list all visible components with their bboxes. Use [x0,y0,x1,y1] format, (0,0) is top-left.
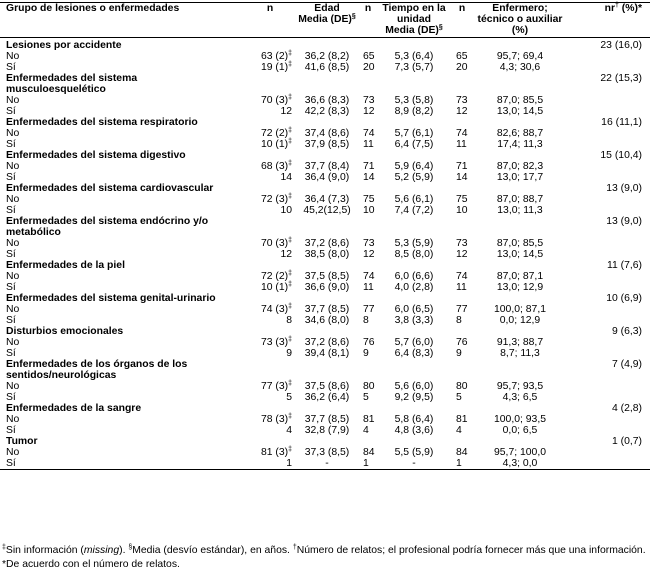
cell-nr [566,337,650,348]
table-row [0,95,650,106]
cell-n: 68 (3)‡ [260,160,292,172]
row-label: Sí [6,139,16,150]
cell-n-2: 84 [363,447,375,458]
row-label: Sí [6,348,16,359]
group-nr: 11 (7,6) [606,260,642,271]
group-header-row [0,326,650,337]
row-label: Sí [6,315,16,326]
group-header-row [0,403,650,414]
row-label: No [6,304,20,315]
cell-edad: 32,8 (7,9) [304,425,350,436]
cell-n: 81 (3)‡ [260,446,292,458]
cell-tiempo: 6,4 (8,3) [394,348,434,359]
table-row [0,106,650,117]
cell-n-2: 9 [363,348,369,359]
group-header-row [0,38,650,52]
cell-enfermero: 4,3; 30,6 [499,62,541,73]
cell-n-3: 10 [456,205,468,216]
cell-enfermero: 13,0; 14,5 [496,106,544,117]
group-name: Enfermedades del sistema genital-urinario [6,293,216,304]
cell-n-3: 84 [456,447,468,458]
cell-nr [566,304,650,315]
cell-nr [566,271,650,282]
cell-n: 63 (2)‡ [260,50,292,62]
cell-edad: 37,7 (8,5) [304,304,350,315]
cell-nr [566,238,650,249]
cell-n-2: 12 [363,249,375,260]
row-label: No [6,238,20,249]
cell-tiempo: 5,8 (6,4) [394,414,434,425]
cell-edad: 34,6 (8,0) [304,315,350,326]
cell-tiempo: 5,6 (6,1) [394,194,434,205]
row-label: No [6,447,20,458]
cell-nr [566,425,650,436]
cell-n-3: 11 [456,282,467,293]
group-header-row [0,150,650,161]
group-header-row [0,117,650,128]
cell-n: 14 [280,172,292,183]
row-label: No [6,161,20,172]
group-nr: 4 (2,8) [611,403,642,414]
cell-tiempo: 5,6 (6,0) [394,381,434,392]
group-nr: 22 (15,3) [600,73,642,84]
cell-n-3: 1 [456,458,462,469]
cell-nr [566,249,650,260]
cell-nr [566,95,650,106]
cell-enfermero: 100,0; 93,5 [494,414,546,425]
cell-n-2: 77 [363,304,375,315]
row-label: No [6,381,20,392]
cell-nr [566,128,650,139]
cell-n-3: 11 [456,139,467,150]
cell-enfermero: 8,7; 11,3 [500,348,540,359]
cell-tiempo: 4,8 (3,6) [394,425,434,436]
cell-nr [566,194,650,205]
row-label: No [6,51,20,62]
cell-n-3: 4 [456,425,462,436]
cell-tiempo: 6,4 (7,5) [394,139,434,150]
cell-n: 1 [286,458,292,469]
cell-n: 9 [286,348,292,359]
cell-edad: 37,3 (8,5) [304,447,350,458]
cell-nr [566,392,650,403]
cell-n-3: 76 [456,337,468,348]
group-header-row [0,183,650,194]
row-label: No [6,194,20,205]
group-header-row [0,260,650,271]
cell-n: 73 (3)‡ [260,336,292,348]
cell-edad: 37,4 (8,6) [304,128,350,139]
header-n: n [266,3,274,14]
group-name: Enfermedades de la sangre [6,403,142,414]
cell-enfermero: 0,0; 6,5 [502,425,538,436]
cell-nr [566,282,650,293]
cell-tiempo: 5,9 (6,4) [394,161,434,172]
table-row [0,238,650,249]
cell-tiempo: 5,5 (5,9) [394,447,434,458]
table-row [0,172,650,183]
cell-n-2: 81 [363,414,375,425]
cell-n: 8 [286,315,292,326]
cell-tiempo: 5,2 (5,9) [394,172,434,183]
cell-n-3: 71 [456,161,468,172]
cell-tiempo: - [412,458,416,469]
group-name: Enfermedades del sistema endócrino y/o metabólico [6,216,209,238]
cell-nr [566,205,650,216]
row-label: Sí [6,425,16,436]
cell-nr [566,161,650,172]
header-enfermero: Enfermero; técnico o auxiliar (%) [477,3,563,36]
cell-tiempo: 9,2 (9,5) [394,392,434,403]
cell-n-2: 11 [363,139,374,150]
cell-enfermero: 87,0; 82,3 [496,161,544,172]
group-name: Enfermedades del sistema musculoesquelético [6,73,138,95]
cell-n-2: 8 [363,315,369,326]
header-tiempo: Tiempo en la unidad Media (DE)§ [382,3,446,36]
table-body [0,38,650,470]
table-row [0,315,650,326]
cell-n-3: 77 [456,304,468,315]
cell-n-3: 81 [456,414,468,425]
cell-n-3: 9 [456,348,462,359]
group-name: Enfermedades del sistema digestivo [6,150,186,161]
cell-nr [566,106,650,117]
cell-n: 74 (3)‡ [260,303,292,315]
cell-edad: 36,2 (8,2) [304,51,350,62]
cell-n: 19 (1)‡ [260,61,292,73]
table-row [0,304,650,315]
group-nr: 16 (11,1) [601,117,642,128]
row-label: No [6,271,20,282]
cell-n-2: 74 [363,128,375,139]
cell-nr [566,458,650,470]
cell-n: 5 [286,392,292,403]
table-row [0,271,650,282]
cell-n: 77 (3)‡ [260,380,292,392]
cell-n-3: 5 [456,392,462,403]
group-nr: 15 (10,4) [600,150,642,161]
row-label: No [6,95,20,106]
cell-n: 72 (2)‡ [260,127,292,139]
cell-n-3: 75 [456,194,468,205]
cell-edad: 37,7 (8,4) [304,161,350,172]
cell-enfermero: 13,0; 12,9 [496,282,544,293]
table-row [0,161,650,172]
table-row [0,62,650,73]
cell-nr [566,62,650,73]
header-group: Grupo de lesiones o enfermedades [6,3,180,14]
table-row [0,337,650,348]
cell-n-2: 10 [363,205,375,216]
cell-edad: 36,6 (9,0) [304,282,350,293]
cell-enfermero: 91,3; 88,7 [496,337,544,348]
cell-n-2: 65 [363,51,375,62]
header-n-3: n [458,3,466,14]
cell-n: 10 (1)‡ [260,138,292,150]
cell-enfermero: 82,6; 88,7 [496,128,544,139]
results-table [0,2,650,470]
cell-nr [566,447,650,458]
cell-tiempo: 6,0 (6,6) [394,271,434,282]
table-row [0,447,650,458]
table-row [0,139,650,150]
cell-n-3: 12 [456,249,468,260]
header-nr: nr† (%)* [604,2,642,14]
cell-n-3: 73 [456,238,468,249]
group-nr: 13 (9,0) [606,183,642,194]
table-header [0,3,650,38]
group-name: Lesiones por accidente [6,40,122,51]
group-header-row [0,293,650,304]
cell-n-3: 20 [456,62,468,73]
cell-edad: 37,5 (8,6) [304,381,350,392]
cell-tiempo: 7,3 (5,7) [394,62,434,73]
cell-n-2: 14 [363,172,375,183]
cell-edad: - [325,458,329,469]
cell-tiempo: 8,9 (8,2) [394,106,434,117]
table-row [0,348,650,359]
table-row [0,205,650,216]
cell-n-2: 73 [363,95,375,106]
table-row [0,194,650,205]
footnote: ‡Sin información (missing). §Media (desvío estándar), en años. †Número de relatos; el profesional podría fornecer más que una información. *De acuerdo con el número de relatos. [2,544,646,570]
cell-tiempo: 3,8 (3,3) [394,315,434,326]
cell-tiempo: 4,0 (2,8) [394,282,434,293]
cell-n-3: 73 [456,95,468,106]
group-name: Disturbios emocionales [6,326,124,337]
cell-tiempo: 5,7 (6,1) [394,128,434,139]
cell-n-3: 65 [456,51,468,62]
cell-edad: 37,7 (8,5) [304,414,350,425]
cell-edad: 39,4 (8,1) [304,348,350,359]
cell-enfermero: 17,4; 11,3 [497,139,543,150]
row-label: Sí [6,172,16,183]
cell-nr [566,381,650,392]
cell-n-2: 5 [363,392,369,403]
table-row [0,458,650,470]
cell-edad: 38,5 (8,0) [304,249,350,260]
cell-enfermero: 100,0; 87,1 [494,304,546,315]
group-header-row [0,73,650,95]
table-row [0,414,650,425]
group-nr: 23 (16,0) [600,40,642,51]
table-row [0,381,650,392]
cell-edad: 37,9 (8,5) [304,139,350,150]
cell-n: 78 (3)‡ [260,413,292,425]
row-label: Sí [6,249,16,260]
cell-enfermero: 13,0; 11,3 [497,205,543,216]
cell-enfermero: 87,0; 87,1 [496,271,544,282]
cell-n-3: 80 [456,381,468,392]
cell-edad: 41,6 (8,5) [304,62,350,73]
cell-nr [566,172,650,183]
row-label: Sí [6,392,16,403]
table-row [0,425,650,436]
cell-n-2: 76 [363,337,375,348]
row-label: No [6,128,20,139]
group-name: Enfermedades del sistema respiratorio [6,117,198,128]
group-header-row [0,216,650,238]
group-name: Enfermedades de los órganos de los sentidos/neurológicas [6,359,188,381]
group-name: Enfermedades del sistema cardiovascular [6,183,214,194]
group-nr: 10 (6,9) [606,293,642,304]
cell-n: 4 [286,425,292,436]
cell-enfermero: 4,3; 0,0 [502,458,538,469]
group-nr: 1 (0,7) [611,436,642,447]
group-nr: 7 (4,9) [611,359,642,370]
table-row [0,282,650,293]
cell-nr [566,414,650,425]
group-name: Tumor [6,436,38,447]
table-row [0,128,650,139]
cell-tiempo: 7,4 (7,2) [394,205,434,216]
group-nr: 13 (9,0) [606,216,642,227]
cell-n-2: 75 [363,194,375,205]
cell-enfermero: 4,3; 6,5 [502,392,538,403]
cell-tiempo: 5,7 (6,0) [394,337,434,348]
cell-tiempo: 5,3 (5,8) [394,95,434,106]
header-edad: Edad Media (DE)§ [298,3,356,25]
cell-nr [566,139,650,150]
cell-n: 10 [280,205,292,216]
cell-n-2: 11 [363,282,374,293]
cell-n: 70 (3)‡ [260,94,292,106]
cell-edad: 36,4 (9,0) [304,172,350,183]
cell-tiempo: 6,0 (6,5) [394,304,434,315]
table-row [0,249,650,260]
cell-n-2: 1 [363,458,369,469]
cell-edad: 37,5 (8,5) [304,271,350,282]
cell-enfermero: 95,7; 93,5 [496,381,544,392]
cell-n-2: 12 [363,106,375,117]
cell-edad: 37,2 (8,6) [304,337,350,348]
row-label: Sí [6,62,16,73]
cell-edad: 37,2 (8,6) [304,238,350,249]
cell-enfermero: 87,0; 85,5 [496,238,544,249]
cell-enfermero: 13,0; 14,5 [496,249,544,260]
cell-enfermero: 13,0; 17,7 [496,172,544,183]
cell-n-2: 20 [363,62,375,73]
cell-n-2: 74 [363,271,375,282]
row-label: Sí [6,205,16,216]
cell-nr [566,315,650,326]
cell-enfermero: 0,0; 12,9 [499,315,541,326]
header-n-2: n [364,3,372,14]
cell-n-3: 14 [456,172,468,183]
cell-n: 12 [280,249,292,260]
cell-n-3: 8 [456,315,462,326]
cell-n-2: 4 [363,425,369,436]
row-label: Sí [6,106,16,117]
cell-edad: 36,2 (6,4) [304,392,350,403]
cell-n: 12 [280,106,292,117]
cell-enfermero: 95,7; 100,0 [494,447,546,458]
group-header-row [0,359,650,381]
row-label: No [6,337,20,348]
cell-tiempo: 5,3 (6,4) [394,51,434,62]
group-header-row [0,436,650,447]
group-name: Enfermedades de la piel [6,260,125,271]
cell-edad: 45,2(12,5) [303,205,351,216]
cell-n-2: 73 [363,238,375,249]
cell-enfermero: 95,7; 69,4 [496,51,544,62]
row-label: No [6,414,20,425]
cell-n-3: 74 [456,128,468,139]
cell-tiempo: 8,5 (8,0) [394,249,434,260]
cell-n-2: 80 [363,381,375,392]
cell-n-3: 74 [456,271,468,282]
table-row [0,51,650,62]
cell-tiempo: 5,3 (5,9) [394,238,434,249]
cell-nr [566,348,650,359]
cell-n: 70 (3)‡ [260,237,292,249]
row-label: Sí [6,458,16,469]
cell-n: 10 (1)‡ [260,281,292,293]
table-row [0,392,650,403]
cell-n: 72 (2)‡ [260,270,292,282]
cell-enfermero: 87,0; 85,5 [496,95,544,106]
cell-n-2: 71 [363,161,375,172]
cell-edad: 36,4 (7,3) [304,194,350,205]
cell-edad: 36,6 (8,3) [304,95,350,106]
cell-edad: 42,2 (8,3) [304,106,350,117]
cell-n: 72 (3)‡ [260,193,292,205]
cell-nr [566,51,650,62]
group-nr: 9 (6,3) [611,326,642,337]
cell-enfermero: 87,0; 88,7 [496,194,544,205]
cell-n-3: 12 [456,106,468,117]
row-label: Sí [6,282,16,293]
